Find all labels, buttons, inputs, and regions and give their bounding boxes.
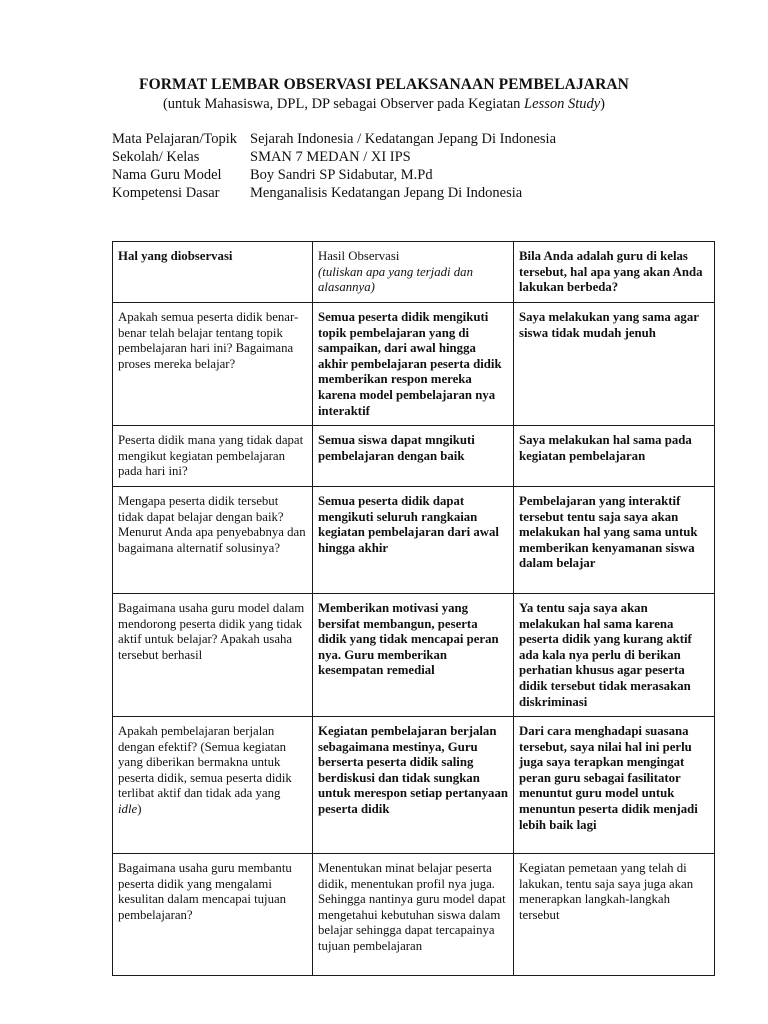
- alternative-cell: Ya tentu saja saya akan melakukan hal sama karena peserta didik yang kurang aktif ada kala nya perlu di berikan perhatian khusus agar peserta didik tersebut tidak merasakan diskriminasi: [514, 593, 715, 716]
- meta-value: Sejarah Indonesia / Kedatangan Jepang Di Indonesia: [250, 131, 557, 147]
- document-subtitle: [0, 96, 768, 113]
- question-cell: Peserta didik mana yang tidak dapat mengikut kegiatan pembelajaran pada hari ini?: [113, 426, 313, 487]
- question-text-end: ): [137, 802, 142, 817]
- meta-label: Kompetensi Dasar: [112, 185, 220, 201]
- alternative-cell: Kegiatan pemetaan yang telah di lakukan, tentu saja saya juga akan menerapkan langkah-langkah tersebut: [514, 854, 715, 976]
- meta-label: Mata Pelajaran/Topik: [112, 131, 238, 147]
- observation-cell: Semua siswa dapat mngikuti pembelajaran dengan baik: [313, 426, 514, 487]
- header-observation-result: [313, 242, 514, 303]
- table-row: [113, 717, 715, 854]
- meta-row-competency: [112, 184, 556, 202]
- meta-row-teacher: [112, 166, 556, 184]
- subtitle-prefix: (untuk Mahasiswa, DPL, DP sebagai Observer pada Kegiatan: [162, 96, 525, 112]
- alternative-cell: Saya melakukan hal sama pada kegiatan pembelajaran: [514, 426, 715, 487]
- alternative-cell: Saya melakukan yang sama agar siswa tidak mudah jenuh: [514, 303, 715, 426]
- table-row: [113, 593, 715, 716]
- observation-cell: Semua peserta didik mengikuti topik pembelajaran yang di sampaikan, dari awal hingga akhir pembelajaran peserta didik memberikan respon mereka karena model pembelajaran nya interaktif: [313, 303, 514, 426]
- document-title: FORMAT LEMBAR OBSERVASI PELAKSANAAN PEMBELAJARAN: [139, 76, 629, 93]
- meta-row-school: [112, 148, 556, 166]
- header-observation-note: (tuliskan apa yang terjadi dan alasannya): [318, 264, 473, 295]
- table-row: [113, 854, 715, 976]
- question-italic-word: idle: [118, 802, 138, 817]
- question-cell: Mengapa peserta didik tersebut tidak dapat belajar dengan baik? Menurut Anda apa penyebabnya dan bagaimana alternatif solusinya?: [113, 486, 313, 593]
- meta-row-subject: [112, 130, 556, 148]
- table-row: [113, 426, 715, 487]
- subtitle-suffix: ): [600, 96, 606, 112]
- observation-cell: Semua peserta didik dapat mengikuti seluruh rangkaian kegiatan pembelajaran dari awal hingga akhir: [313, 486, 514, 593]
- question-cell: [113, 717, 313, 854]
- question-cell: Apakah semua peserta didik benar-benar telah belajar tentang topik pembelajaran hari ini? Bagaimana proses mereka belajar?: [113, 303, 313, 426]
- header-observed-item: Hal yang diobservasi: [113, 242, 313, 303]
- meta-value: Boy Sandri SP Sidabutar, M.Pd: [250, 167, 433, 183]
- table-row: [113, 486, 715, 593]
- observation-cell: Menentukan minat belajar peserta didik, menentukan profil nya juga. Sehingga nantinya guru model dapat mengetahui kebutuhan siswa dalam belajar sehingga dapat tercapainya tujuan pembelajaran: [313, 854, 514, 976]
- question-cell: Bagaimana usaha guru membantu peserta didik yang mengalami kesulitan dalam mencapai tujuan pembelajaran?: [113, 854, 313, 976]
- subtitle-italic: Lesson Study: [524, 96, 601, 112]
- alternative-cell: Pembelajaran yang interaktif tersebut tentu saja saya akan melakukan hal yang sama untuk memberikan kenyamanan siswa dalam belajar: [514, 486, 715, 593]
- table-header-row: [113, 242, 715, 303]
- header-observation-title: Hasil Observasi: [318, 249, 400, 263]
- table-row: [113, 303, 715, 426]
- meta-label: Nama Guru Model: [112, 167, 222, 183]
- lesson-info: [112, 130, 556, 202]
- meta-value: Menganalisis Kedatangan Jepang Di Indonesia: [250, 185, 523, 201]
- alternative-cell: Dari cara menghadapi suasana tersebut, saya nilai hal ini perlu juga saya terapkan mengingat peran guru sebagai fasilitator menuntut guru model untuk menuntun peserta didik menjadi lebih baik lagi: [514, 717, 715, 854]
- header-alternative-action: Bila Anda adalah guru di kelas tersebut, hal apa yang akan Anda lakukan berbeda?: [514, 242, 715, 303]
- observation-cell: Memberikan motivasi yang bersifat membangun, peserta didik yang tidak mencapai peran nya. Guru memberikan kesempatan remedial: [313, 593, 514, 716]
- observation-cell: Kegiatan pembelajaran berjalan sebagaimana mestinya, Guru berserta peserta didik saling berdiskusi dan tidak sungkan untuk merespon setiap pertanyaan peserta didik: [313, 717, 514, 854]
- meta-label: Sekolah/ Kelas: [112, 149, 200, 165]
- question-text: Apakah pembelajaran berjalan dengan efektif? (Semua kegiatan yang diberikan bermakna untuk peserta didik, semua peserta didik terlibat aktif dan tidak ada yang: [118, 724, 292, 801]
- question-cell: Bagaimana usaha guru model dalam mendorong peserta didik yang tidak aktif untuk belajar? Apakah usaha tersebut berhasil: [113, 593, 313, 716]
- meta-value: SMAN 7 MEDAN / XI IPS: [250, 149, 411, 165]
- observation-table: [112, 241, 715, 976]
